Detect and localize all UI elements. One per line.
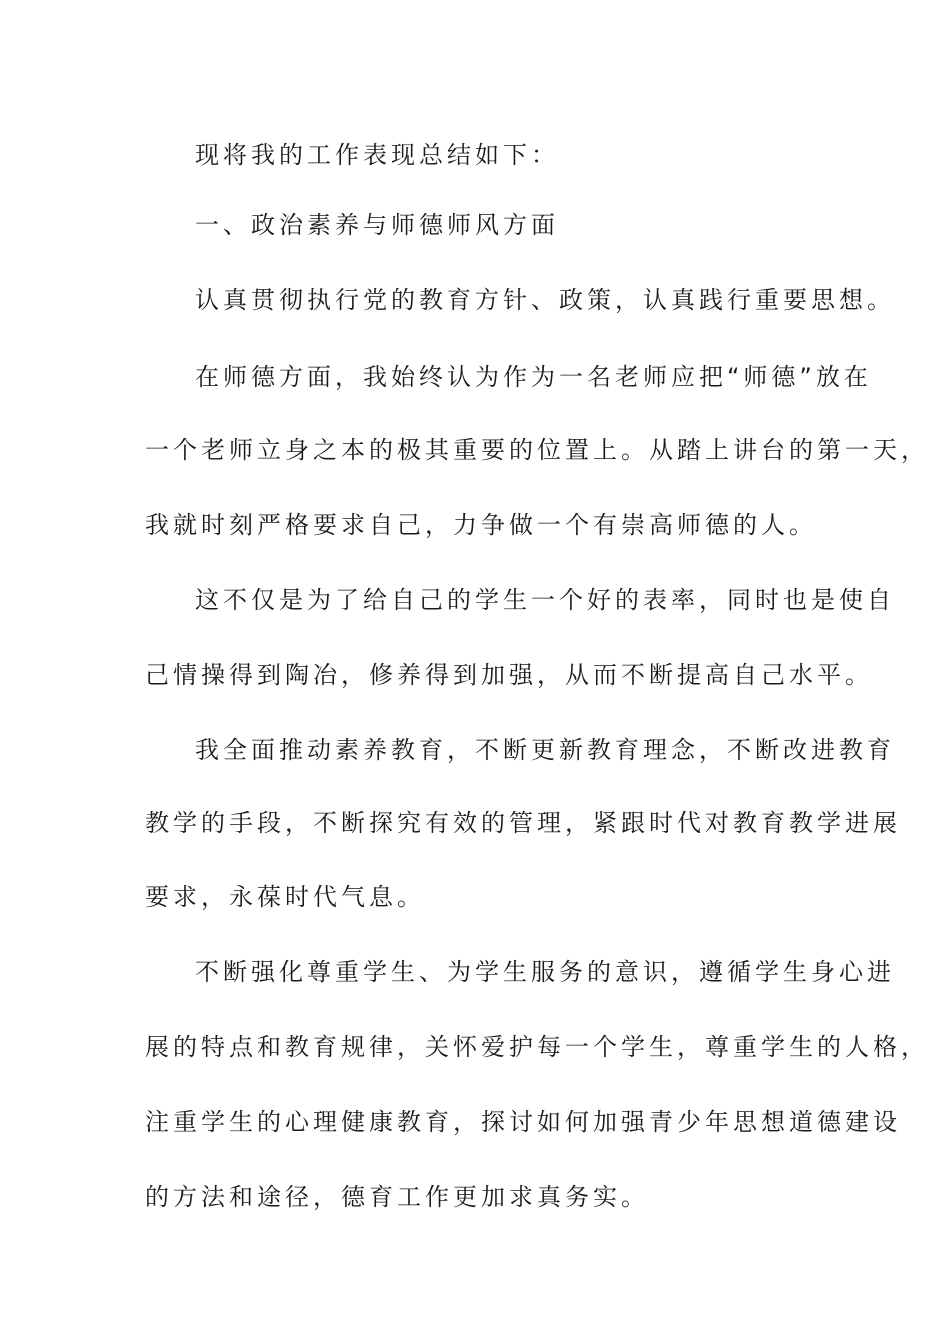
paragraph-line: 这不仅是为了给自己的学生一个好的表率，同时也是使自 xyxy=(195,586,895,614)
paragraph-line: 现将我的工作表现总结如下： xyxy=(195,141,559,169)
paragraph-line: 注重学生的心理健康教育，探讨如何加强青少年思想道德建设 xyxy=(145,1108,901,1136)
paragraph-line: 一个老师立身之本的极其重要的位置上。从踏上讲台的第一天， xyxy=(145,436,929,464)
paragraph-line: 认真贯彻执行党的教育方针、政策，认真践行重要思想。 xyxy=(195,286,895,314)
paragraph-line: 不断强化尊重学生、为学生服务的意识，遵循学生身心进 xyxy=(195,958,895,986)
paragraph-line: 的方法和途径，德育工作更加求真务实。 xyxy=(145,1183,649,1211)
paragraph-line: 要求，永葆时代气息。 xyxy=(145,883,425,911)
paragraph-line: 己情操得到陶冶，修养得到加强，从而不断提高自己水平。 xyxy=(145,661,873,689)
paragraph-line: 在师德方面，我始终认为作为一名老师应把“师德”放在 xyxy=(195,363,872,391)
paragraph-line: 教学的手段，不断探究有效的管理，紧跟时代对教育教学进展 xyxy=(145,809,901,837)
paragraph-line: 我全面推动素养教育，不断更新教育理念，不断改进教育 xyxy=(195,736,895,764)
paragraph-line: 我就时刻严格要求自己，力争做一个有崇高师德的人。 xyxy=(145,511,817,539)
paragraph-line: 展的特点和教育规律，关怀爱护每一个学生，尊重学生的人格， xyxy=(145,1033,929,1061)
section-heading: 一、政治素养与师德师风方面 xyxy=(195,211,559,239)
